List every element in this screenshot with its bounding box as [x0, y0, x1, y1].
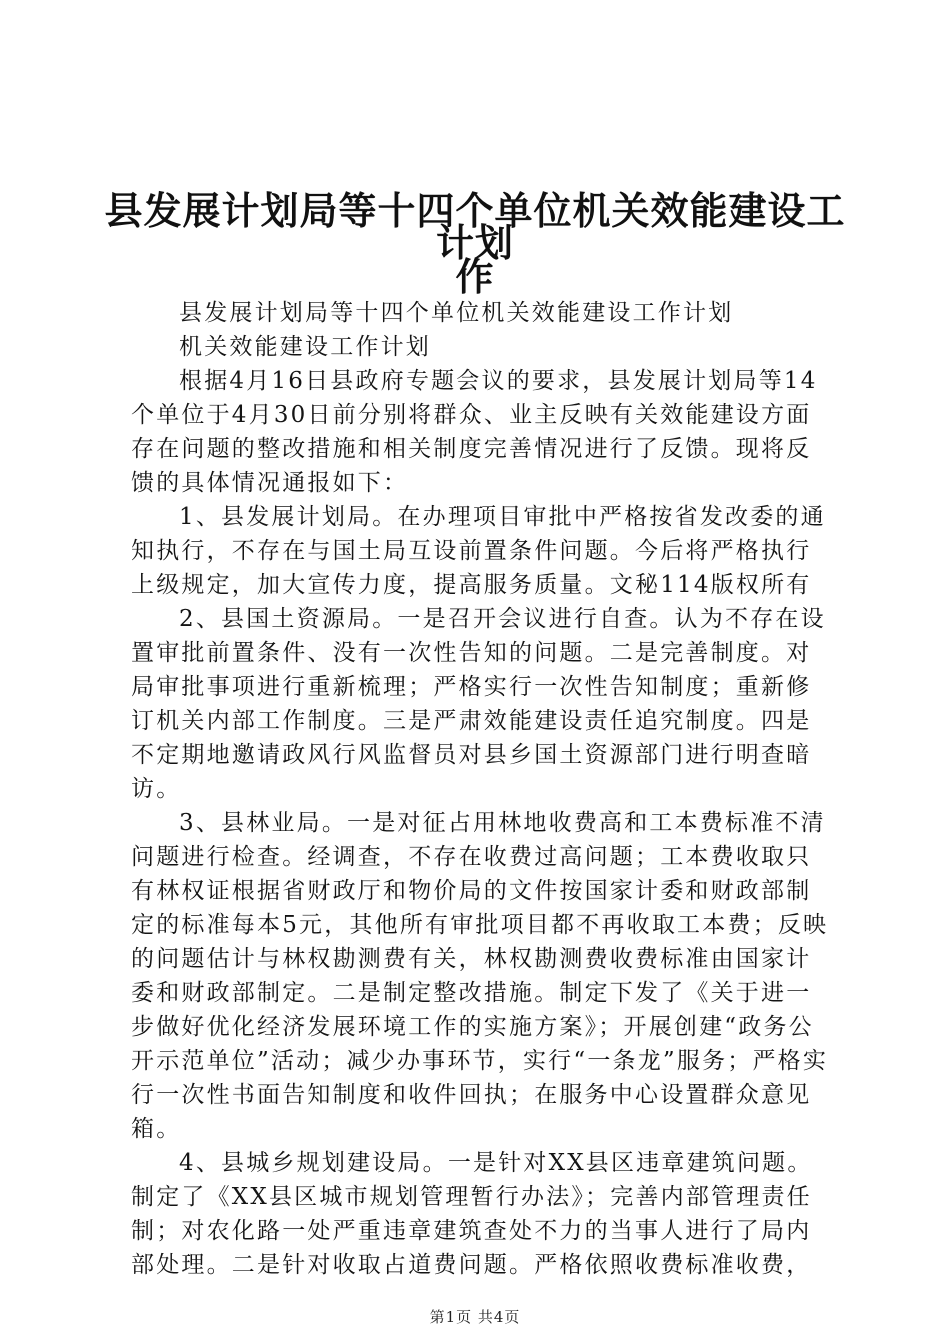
paragraph-subheading: 机关效能建设工作计划 [179, 334, 431, 360]
paragraph-item-4: 4、县城乡规划建设局。一是针对XX县区违章建筑问题。制定了《XX县区城市规划管理暂行办法》；完善内部管理责任制；对农化路一处严重违章建筑查处不力的当事人进行了局内部处理。二是针对收取占道费问题。严格依照收费标准收费， [131, 1150, 813, 1278]
document-title-line-1: 县发展计划局等十四个单位机关效能建设工作 [104, 189, 846, 299]
paragraph-intro: 根据4月16日县政府专题会议的要求，县发展计划局等14个单位于4月30日前分别将群众、业主反映有关效能建设方面存在问题的整改措施和相关制度完善情况进行了反馈。现将反馈的具体情况通报如下： [131, 368, 818, 496]
document-body [131, 296, 831, 1282]
paragraph-item-1: 1、县发展计划局。在办理项目审批中严格按省发改委的通知执行，不存在与国土局互设前置条件问题。今后将严格执行上级规定，加大宣传力度，提高服务质量。文秘114版权所有 [131, 504, 826, 598]
document-title-line-2: 计划 [435, 221, 514, 265]
paragraph-item-2: 2、县国土资源局。一是召开会议进行自查。认为不存在设置审批前置条件、没有一次性告知的问题。二是完善制度。对局审批事项进行重新梳理；严格实行一次性告知制度；重新修订机关内部工作制度。三是严肃效能建设责任追究制度。四是不定期地邀请政风行风监督员对县乡国土资源部门进行明查暗访。 [131, 606, 826, 802]
paragraph-heading-repeat: 县发展计划局等十四个单位机关效能建设工作计划 [179, 300, 734, 326]
page-number-footer: 第1页 共4页 [429, 1308, 521, 1326]
paragraph-item-3: 3、县林业局。一是对征占用林地收费高和工本费标准不清问题进行检查。经调查，不存在收费过高问题；工本费收取只有林权证根据省财政厅和物价局的文件按国家计委和财政部制定的标准每本5元，其他所有审批项目都不再收取工本费；反映的问题估计与林权勘测费有关，林权勘测费收费标准由国家计委和财政部制定。二是制定整改措施。制定下发了《关于进一步做好优化经济发展环境工作的实施方案》；开展创建“政务公开示范单位”活动；减少办事环节，实行“一条龙”服务；严格实行一次性书面告知制度和收件回执；在服务中心设置群众意见箱。 [131, 810, 829, 1142]
